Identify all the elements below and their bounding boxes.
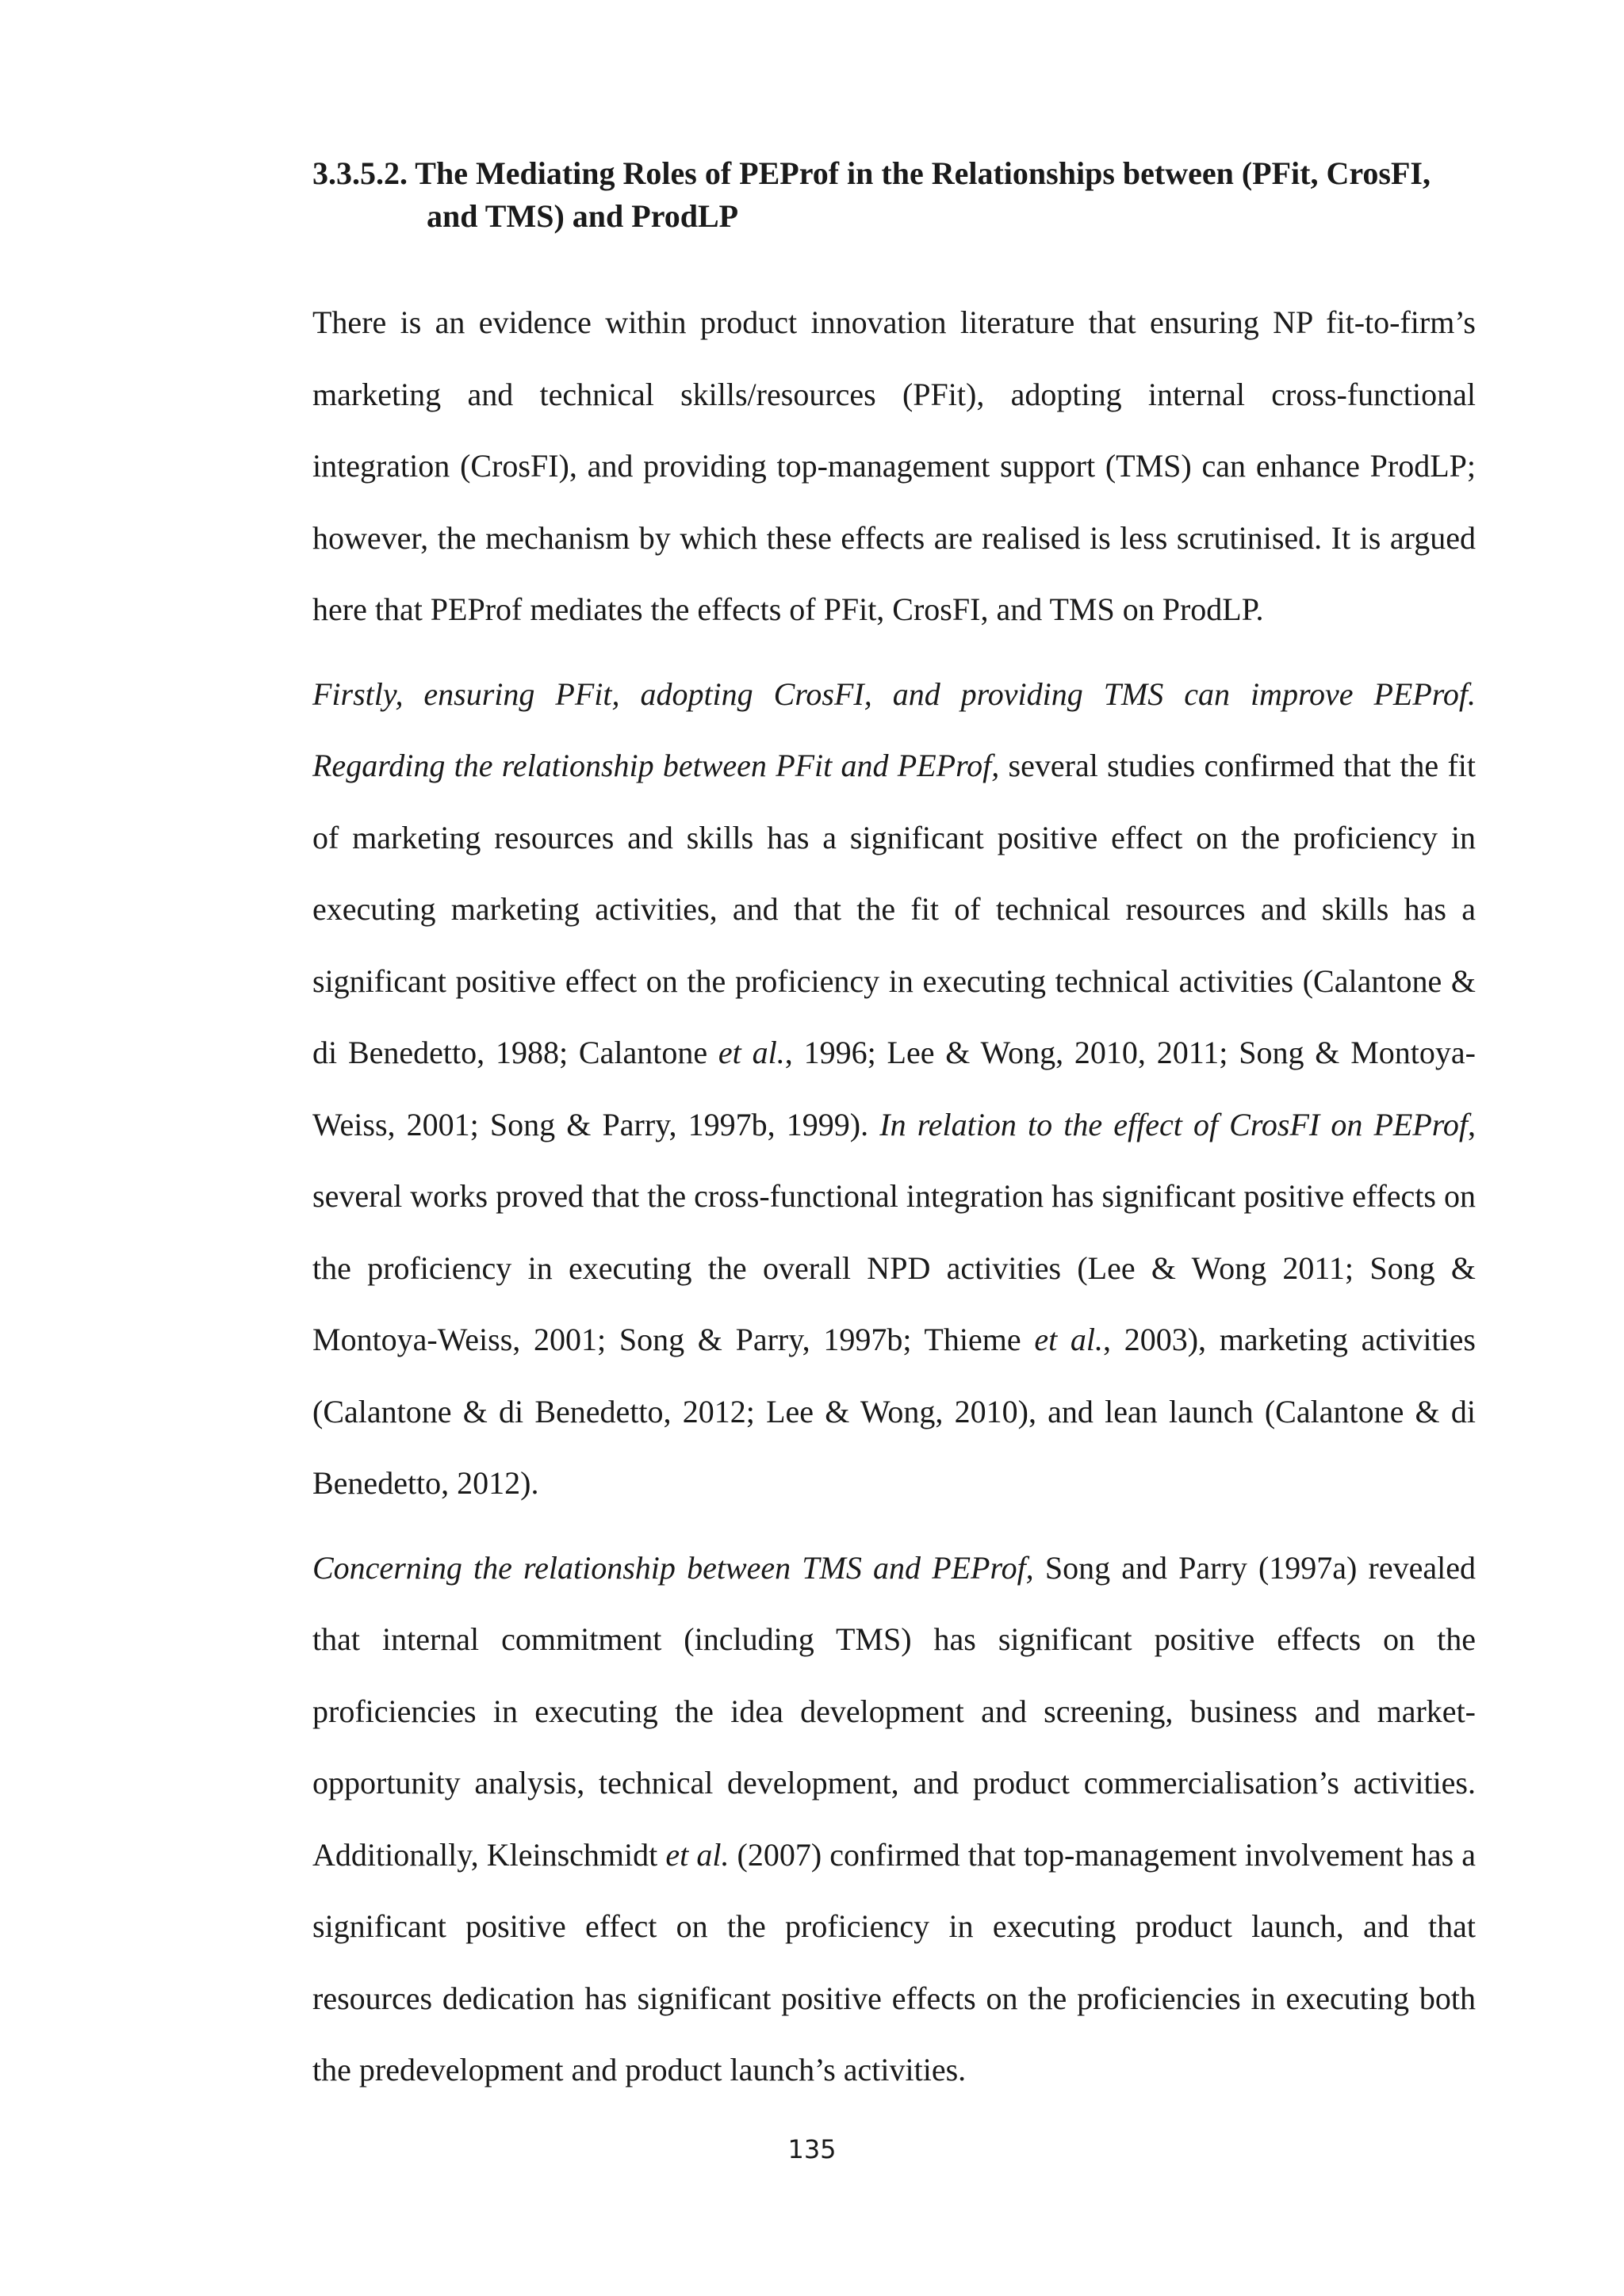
paragraph-2-citations: , 1996; Lee & Wong, 2010, 2011; Song & Montoya-Weiss, 2001; Song & Parry, 1997b, 1999). (312, 1035, 1476, 1142)
section-number: 3.3.5.2. (312, 155, 408, 191)
paragraph-2-crosfi-lead: In relation to the effect of CrosFI on PEProf (879, 1106, 1468, 1142)
section-title: The Mediating Roles of PEProf in the Relationships between (PFit, CrosFI, and TMS) and ProdLP (415, 155, 1431, 234)
document-page (312, 152, 1476, 2107)
paragraph-2-crosfi-body: , several works proved that the cross-functional integration has significant positive effects on the proficiency in executing the overall NPD activities (Lee & Wong 2011; Song & Montoya-Weiss, 2001; Song & Parry, 1997b; Thieme (312, 1106, 1476, 1357)
paragraph-2-end: , 2003), marketing activities (Calantone & di Benedetto, 2012; Lee & Wong, 2010), and lean launch (Calantone & di Benedetto, 2012). (312, 1322, 1476, 1501)
paragraph-1-text: There is an evidence within product innovation literature that ensuring NP fit-to-firm’s marketing and technical skills/resources (PFit), adopting internal cross-functional integration (CrosFI), and providing top-management support (TMS) can enhance ProdLP; however, the mechanism by which these effects are realised is less scrutinised. It is argued here that PEProf mediates the effects of PFit, CrosFI, and TMS on ProdLP. (312, 304, 1476, 627)
section-heading (312, 152, 1476, 238)
paragraph-1 (312, 287, 1476, 646)
page-number: 135 (787, 2134, 837, 2164)
paragraph-2-intro: Firstly, ensuring PFit, adopting CrosFI, and providing TMS can improve PEProf. (312, 675, 1476, 712)
paragraph-2-etal-2: et al. (1034, 1322, 1103, 1357)
paragraph-2-pfit-lead: Regarding the relationship between PFit and PEProf, (312, 748, 1000, 783)
paragraph-2 (312, 659, 1476, 1520)
paragraph-3 (312, 1533, 1476, 2107)
paragraph-3-body: Song and Parry (1997a) revealed that internal commitment (including TMS) has significant positive effects on the proficiencies in executing the idea development and screening, business and market-opportunity analysis, technical development, and product commercialisation’s activities. Additionally, Kleinschmidt (312, 1549, 1476, 1873)
paragraph-2-pfit-body: several studies confirmed that the fit of marketing resources and skills has a significant positive effect on the proficiency in executing marketing activities, and that the fit of technical resources and skills has a significant positive effect on the proficiency in executing technical activities (Calantone & di Benedetto, 1988; Calantone (312, 748, 1476, 1070)
paragraph-2-etal-1: et al. (718, 1035, 785, 1070)
paragraph-3-end: (2007) confirmed that top-management involvement has a significant positive effect on the proficiency in executing product launch, and that resources dedication has significant positive effects on the proficiencies in executing both the predevelopment and product launch’s activities. (312, 1836, 1477, 2087)
paragraph-3-etal: et al. (665, 1836, 730, 1873)
paragraph-3-tms-lead: Concerning the relationship between TMS and PEProf, (312, 1549, 1034, 1586)
